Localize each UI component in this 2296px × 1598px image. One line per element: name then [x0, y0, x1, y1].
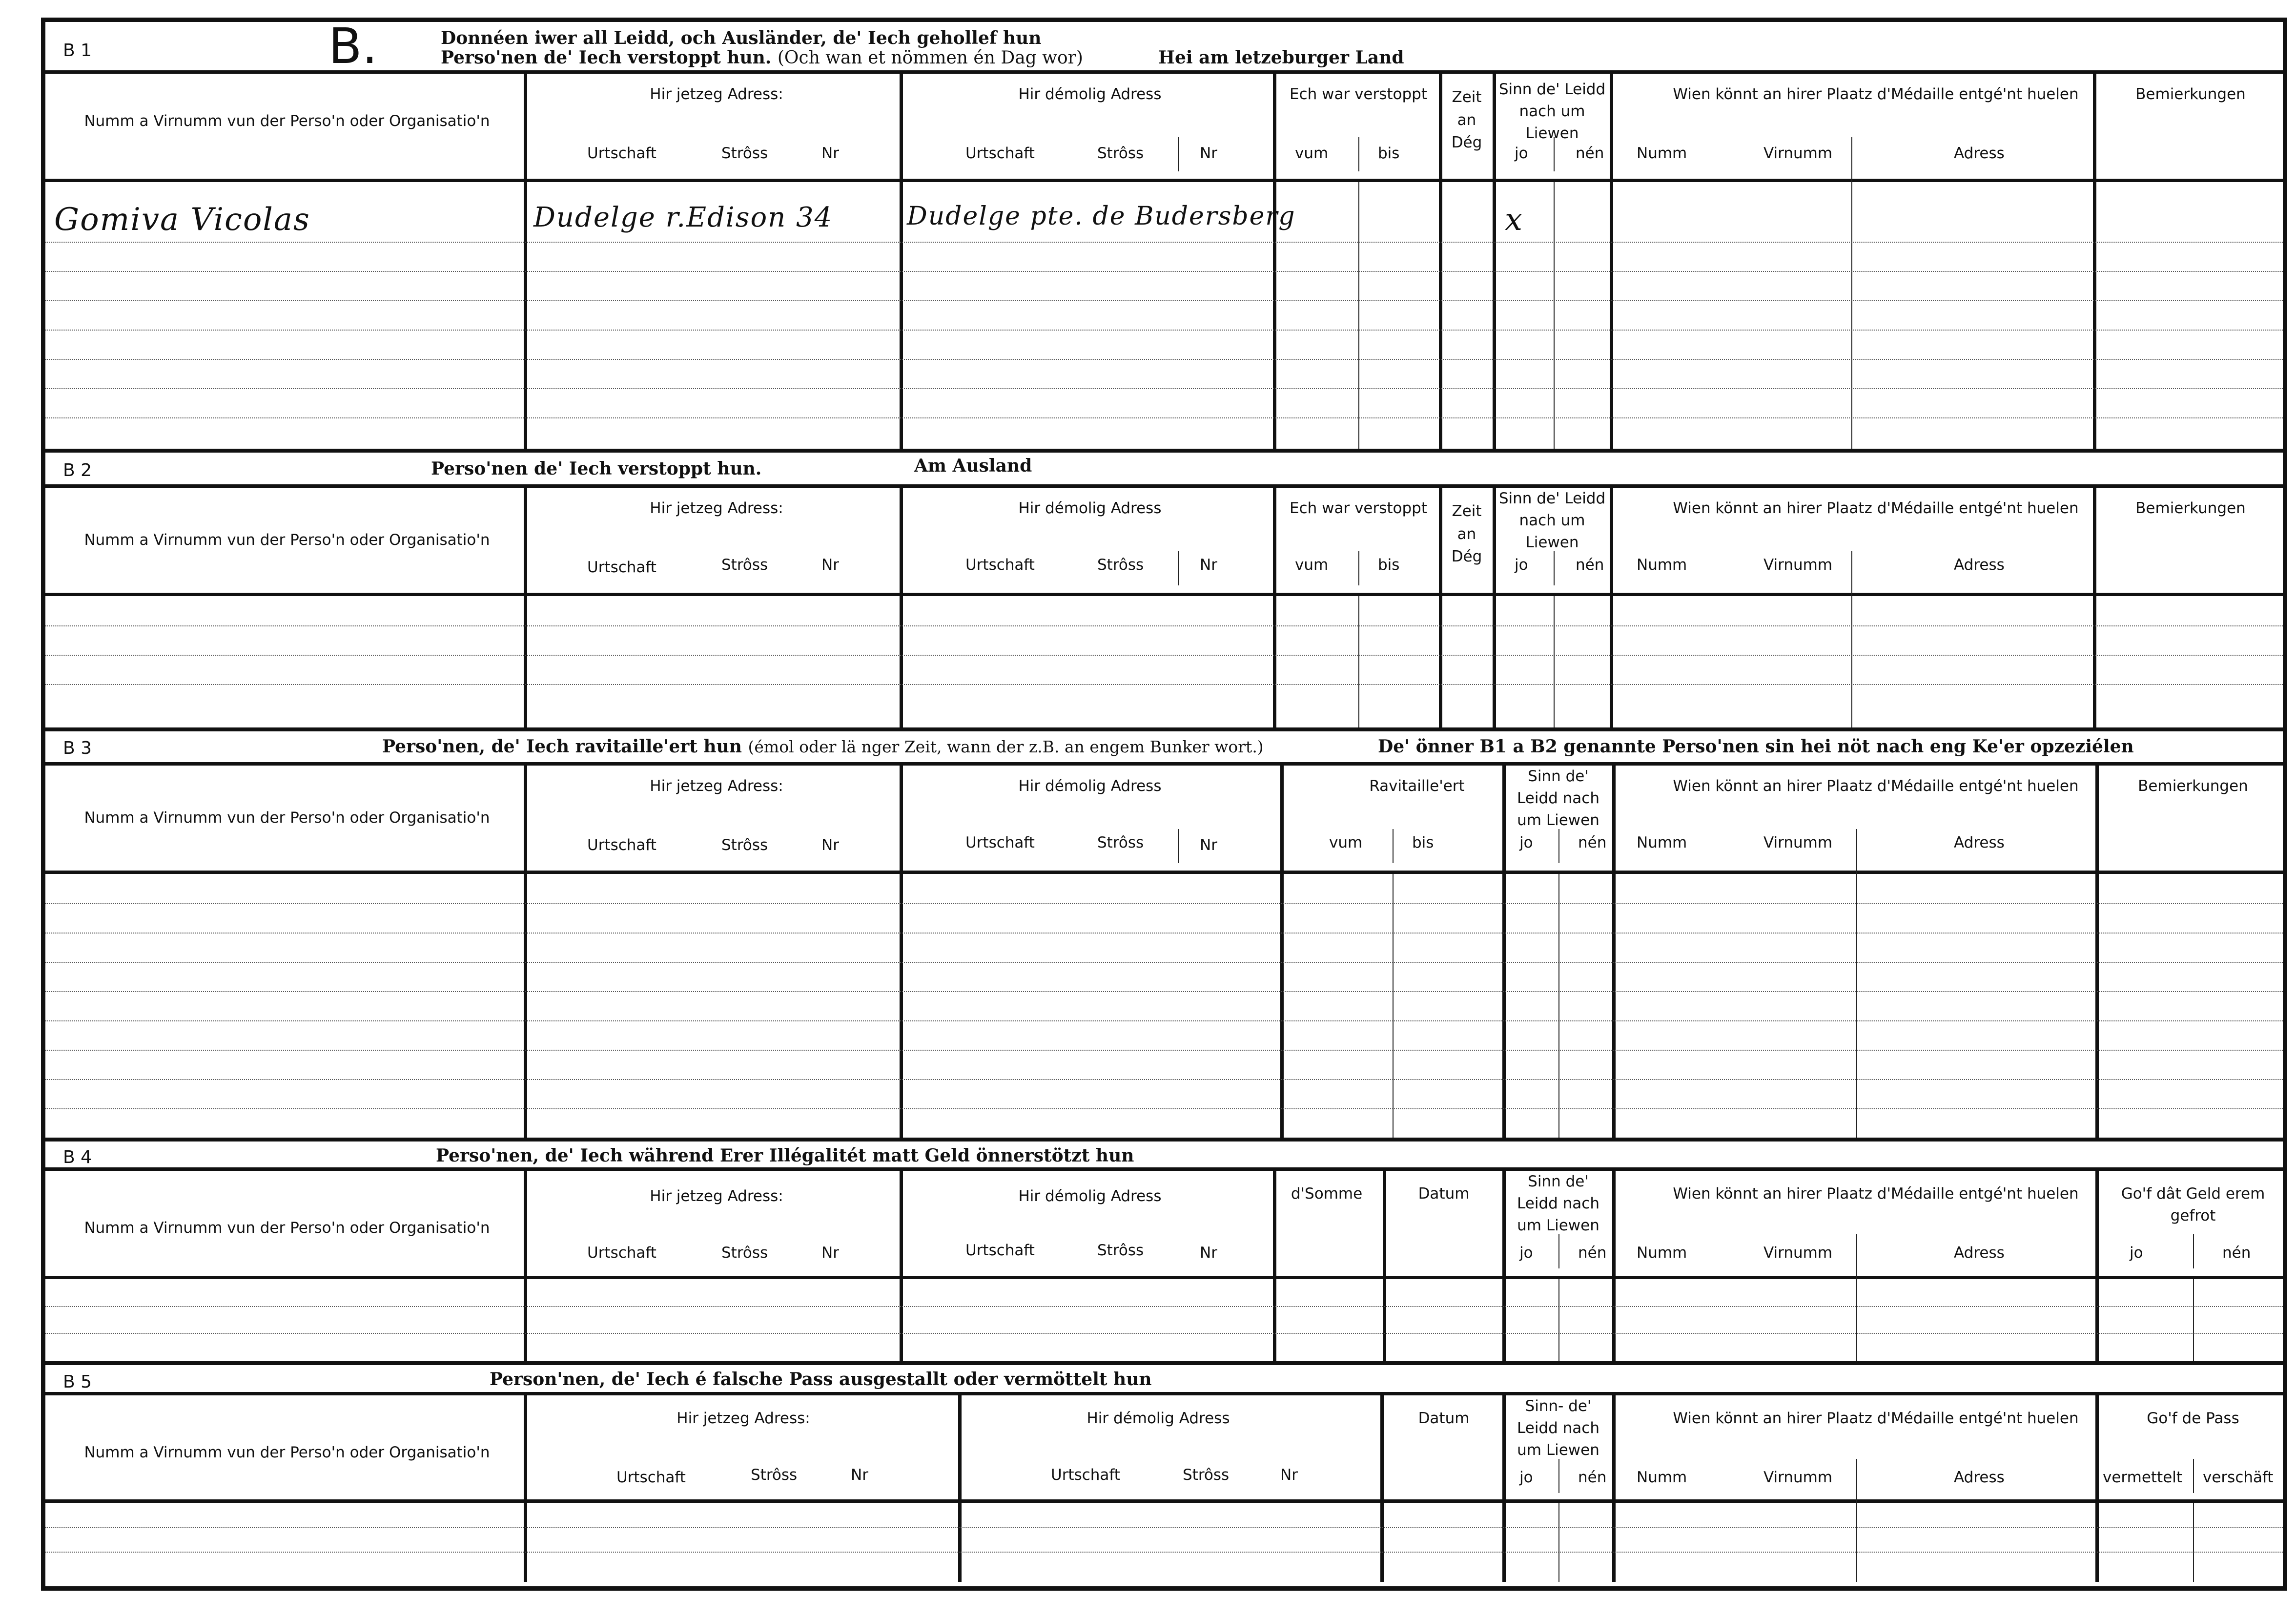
former-address-header: Hir démolig Adress [1086, 1410, 1230, 1427]
alive-header: Sinn de' Leidd nach um Liewen [1517, 1173, 1599, 1234]
to-label: bis [1378, 145, 1400, 162]
yes-label: jo [2130, 1244, 2143, 1262]
medal-header: Wien könnt an hirer Plaatz d'Médaille entgé'nt huelen [1673, 85, 2079, 103]
nr-label: Nr [821, 836, 839, 854]
date-header: Datum [1418, 1185, 1470, 1203]
address-label: Adress [1954, 1469, 2005, 1486]
remarks-header: Bemierkungen [2135, 85, 2246, 103]
form-letter: B. [328, 18, 378, 75]
place-label: Urtschaft [965, 556, 1035, 574]
surname-label: Numm [1637, 145, 1687, 162]
date-header: Datum [1418, 1410, 1470, 1427]
yes-label: jo [1515, 145, 1528, 162]
nr-label: Nr [821, 145, 839, 162]
former-address-header: Hir démolig Adress [1018, 777, 1162, 795]
medal-header: Wien könnt an hirer Plaatz d'Médaille entgé'nt huelen [1673, 777, 2079, 795]
section-b1-title-line1: Donnéen iwer all Leidd, och Ausländer, de' Iech gehollef hun [441, 28, 1042, 48]
nr-label: Nr [851, 1466, 868, 1484]
section-b5-rows [45, 1503, 2283, 1582]
sum-header: d'Somme [1291, 1185, 1363, 1203]
section-b3-id: B 3 [63, 738, 92, 758]
address-label: Adress [1954, 1244, 2005, 1262]
section-b3-rows [45, 874, 2283, 1141]
address-label: Adress [1954, 145, 2005, 162]
place-label: Urtschaft [587, 145, 656, 162]
section-b2 [45, 453, 2283, 731]
medal-header: Wien könnt an hirer Plaatz d'Médaille entgé'nt huelen [1673, 1410, 2079, 1427]
yes-label: jo [1519, 1469, 1533, 1486]
remarks-header: Bemierkungen [2135, 499, 2246, 517]
street-label: Strôss [751, 1466, 798, 1484]
alive-header: Sinn- de' Leidd nach um Liewen [1517, 1397, 1599, 1459]
section-b5-id: B 5 [63, 1372, 92, 1392]
surname-label: Numm [1637, 1469, 1687, 1486]
no-label: nén [1576, 145, 1604, 162]
section-b1-title-bar [45, 18, 2283, 75]
to-label: bis [1412, 834, 1434, 851]
section-b3-title: Perso'nen, de' Iech ravitaille'ert hun (émol oder lä nger Zeit, wann der z.B. an engem Bunker wort.) [382, 736, 1264, 757]
issued-label: verschäft [2203, 1469, 2274, 1486]
current-address-header: Hir jetzeg Adress: [650, 499, 783, 517]
firstname-label: Virnumm [1763, 145, 1833, 162]
section-b1 [45, 18, 2283, 453]
street-label: Strôss [1097, 1242, 1144, 1259]
arranged-label: vermettelt [2103, 1469, 2183, 1486]
entry-name: Gomiva Vicolas [54, 202, 310, 238]
former-address-header: Hir démolig Adress [1018, 85, 1162, 103]
alive-header: Sinn de' Leidd nach um Liewen [1498, 81, 1606, 142]
section-b3-header [45, 766, 2283, 874]
section-b5-title: Person'nen, de' Iech é falsche Pass ausgestallt oder vermöttelt hun [490, 1369, 1152, 1390]
section-b1-title-location: Hei am letzeburger Land [1158, 47, 1404, 68]
name-header: Numm a Virnumm vun der Perso'n oder Organisatio'n [84, 1219, 490, 1237]
current-address-header: Hir jetzeg Adress: [650, 1187, 783, 1205]
place-label: Urtschaft [1051, 1466, 1120, 1484]
from-label: vum [1295, 145, 1329, 162]
street-label: Strôss [721, 556, 768, 574]
hidden-header: Ech war verstoppt [1289, 499, 1428, 517]
name-header: Numm a Virnumm vun der Perso'n oder Organisatio'n [84, 531, 490, 549]
name-header: Numm a Virnumm vun der Perso'n oder Organisatio'n [84, 1444, 490, 1461]
remarks-header: Bemierkungen [2138, 777, 2248, 795]
firstname-label: Virnumm [1763, 1244, 1833, 1262]
street-label: Strôss [1097, 145, 1144, 162]
to-label: bis [1378, 556, 1400, 574]
nr-label: Nr [821, 556, 839, 574]
yes-label: jo [1519, 1244, 1533, 1262]
no-label: nén [1576, 556, 1604, 574]
yes-label: jo [1515, 556, 1528, 574]
section-b4-title: Perso'nen, de' Iech während Erer Illégalitét matt Geld önnerstötzt hun [436, 1145, 1134, 1166]
section-b2-title-location: Am Ausland [914, 456, 1032, 476]
from-label: vum [1329, 834, 1363, 851]
street-label: Strôss [721, 1244, 768, 1262]
section-b2-header [45, 488, 2283, 596]
section-b1-id: B 1 [63, 41, 92, 61]
no-label: nén [1578, 1244, 1607, 1262]
section-b3 [45, 731, 2283, 1141]
nr-label: Nr [821, 1244, 839, 1262]
days-header: Zeit an Dég [1451, 88, 1482, 151]
days-header: Zeit an Dég [1451, 502, 1482, 565]
place-label: Urtschaft [616, 1469, 686, 1486]
address-label: Adress [1954, 834, 2005, 851]
current-address-header: Hir jetzeg Adress: [650, 777, 783, 795]
surname-label: Numm [1637, 834, 1687, 851]
medal-header: Wien könnt an hirer Plaatz d'Médaille entgé'nt huelen [1673, 499, 2079, 517]
section-b1-header [45, 74, 2283, 182]
nr-label: Nr [1200, 836, 1217, 854]
section-b3-title-note: De' önner B1 a B2 genannte Perso'nen sin hei nöt nach eng Ke'er opzeziélen [1378, 736, 2134, 757]
section-b2-title: Perso'nen de' Iech verstoppt hun. [431, 458, 762, 479]
surname-label: Numm [1637, 1244, 1687, 1262]
place-label: Urtschaft [587, 559, 656, 576]
section-b2-title-bar [45, 453, 2283, 488]
section-b2-rows [45, 596, 2283, 731]
firstname-label: Virnumm [1763, 834, 1833, 851]
from-label: vum [1295, 556, 1329, 574]
section-b3-title-bar [45, 731, 2283, 766]
street-label: Strôss [1097, 834, 1144, 851]
section-b4-rows [45, 1279, 2283, 1365]
address-label: Adress [1954, 556, 2005, 574]
form-sheet [41, 18, 2287, 1591]
hidden-header: Ech war verstoppt [1289, 85, 1428, 103]
place-label: Urtschaft [587, 836, 656, 854]
no-label: nén [1578, 834, 1607, 851]
section-b5-header [45, 1395, 2283, 1503]
section-b4-header [45, 1171, 2283, 1279]
alive-header: Sinn de' Leidd nach um Liewen [1517, 768, 1599, 829]
street-label: Strôss [1097, 556, 1144, 574]
current-address-header: Hir jetzeg Adress: [676, 1410, 810, 1427]
section-b5-title-bar [45, 1365, 2283, 1395]
section-b4-title-bar [45, 1141, 2283, 1171]
nr-label: Nr [1200, 1244, 1217, 1262]
entry-former-address: Dudelge pte. de Budersberg [907, 202, 1296, 231]
supplied-header: Ravitaille'ert [1369, 777, 1465, 795]
alive-header: Sinn de' Leidd nach um Liewen [1498, 490, 1606, 551]
section-b4-id: B 4 [63, 1147, 92, 1167]
no-label: nén [2222, 1244, 2251, 1262]
place-label: Urtschaft [965, 1242, 1035, 1259]
pass-header: Go'f de Pass [2147, 1410, 2239, 1427]
firstname-label: Virnumm [1763, 1469, 1833, 1486]
section-b4 [45, 1141, 2283, 1365]
street-label: Strôss [721, 145, 768, 162]
nr-label: Nr [1280, 1466, 1298, 1484]
no-label: nén [1578, 1469, 1607, 1486]
money-returned-header: Go'f dât Geld erem gefrot [2121, 1185, 2265, 1224]
nr-label: Nr [1200, 145, 1217, 162]
section-b1-title-line2: Perso'nen de' Iech verstoppt hun. (Och wan et nömmen én Dag wor) [441, 47, 1083, 68]
entry-alive-mark: x [1505, 202, 1524, 238]
former-address-header: Hir démolig Adress [1018, 1187, 1162, 1205]
medal-header: Wien könnt an hirer Plaatz d'Médaille entgé'nt huelen [1673, 1185, 2079, 1203]
nr-label: Nr [1200, 556, 1217, 574]
place-label: Urtschaft [965, 145, 1035, 162]
section-b1-rows [45, 182, 2283, 449]
place-label: Urtschaft [965, 834, 1035, 851]
yes-label: jo [1519, 834, 1533, 851]
firstname-label: Virnumm [1763, 556, 1833, 574]
current-address-header: Hir jetzeg Adress: [650, 85, 783, 103]
street-label: Strôss [1183, 1466, 1230, 1484]
section-b2-id: B 2 [63, 460, 92, 480]
name-header: Numm a Virnumm vun der Perso'n oder Organisatio'n [84, 112, 490, 130]
entry-current-address: Dudelge r.Edison 34 [533, 202, 833, 233]
surname-label: Numm [1637, 556, 1687, 574]
former-address-header: Hir démolig Adress [1018, 499, 1162, 517]
street-label: Strôss [721, 836, 768, 854]
place-label: Urtschaft [587, 1244, 656, 1262]
section-b5 [45, 1365, 2283, 1586]
name-header: Numm a Virnumm vun der Perso'n oder Organisatio'n [84, 809, 490, 827]
